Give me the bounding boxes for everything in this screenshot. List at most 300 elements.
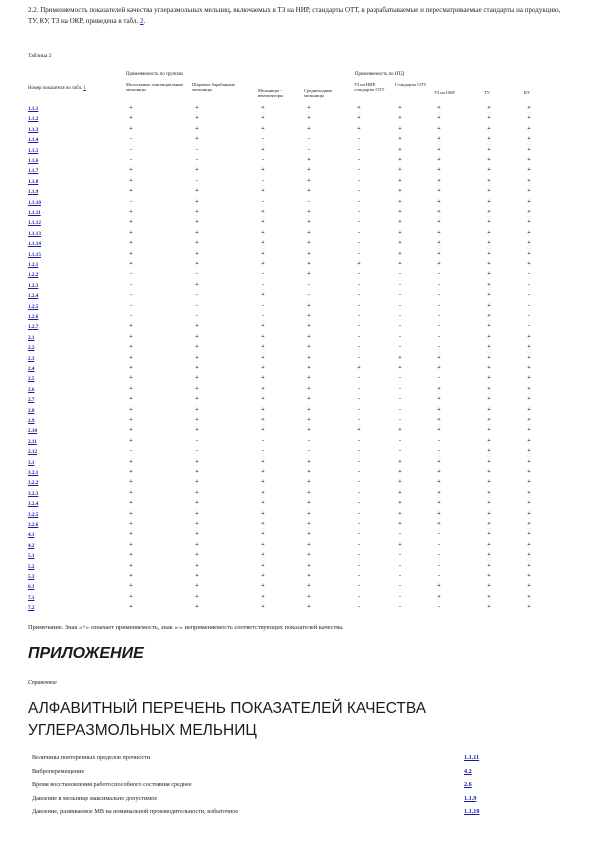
table-cell-mark: +: [195, 365, 199, 371]
table-cell-mark: +: [261, 323, 265, 330]
table-cell-mark: +: [129, 125, 133, 132]
table-cell-mark: +: [307, 510, 311, 517]
table-cell-mark: +: [129, 354, 133, 361]
table-cell-mark: +: [307, 583, 311, 590]
table-cell-mark: +: [487, 354, 491, 361]
table-cell-mark: +: [527, 458, 531, 465]
table-cell-mark: +: [307, 250, 311, 257]
table-row-number-link[interactable]: 4.2: [28, 542, 35, 549]
table-row-number-link[interactable]: 5.1: [28, 553, 35, 560]
table-cell-mark: +: [527, 115, 531, 122]
table-cell-mark: +: [437, 583, 441, 590]
table-cell-mark: -: [358, 209, 360, 215]
table-cell-mark: -: [196, 313, 198, 319]
table-cell-mark: +: [307, 105, 311, 111]
table-cell-mark: -: [399, 552, 401, 559]
table-cell-mark: +: [487, 157, 491, 163]
table-cell-mark: +: [129, 209, 133, 215]
table-cell-mark: +: [195, 510, 199, 517]
table-cell-mark: +: [527, 333, 531, 340]
table-row-number-link[interactable]: 1.1.13: [28, 230, 41, 237]
table-row-number-link[interactable]: 2.3: [28, 355, 35, 362]
table-cell-mark: +: [487, 344, 491, 351]
table-cell-mark: +: [129, 385, 133, 392]
index-row: [28, 754, 548, 765]
table-cell-mark: -: [262, 271, 264, 278]
table-cell-mark: +: [261, 167, 265, 174]
table-cell-mark: -: [196, 177, 198, 184]
table-row-number-link[interactable]: 1.1.1: [28, 106, 39, 112]
table-cell-mark: +: [261, 562, 265, 569]
table-row-number-link[interactable]: 1.1.15: [28, 251, 41, 258]
table-cell-mark: +: [195, 541, 199, 548]
table-cell-mark: +: [129, 417, 133, 423]
table-cell-mark: -: [438, 313, 440, 319]
table-cell-mark: +: [307, 427, 311, 434]
table-cell-mark: +: [437, 136, 441, 143]
table-cell-mark: -: [358, 177, 360, 184]
table-row-number-link[interactable]: 3.2.6: [28, 522, 39, 528]
table-cell-mark: -: [438, 302, 440, 309]
table-cell-mark: +: [307, 323, 311, 330]
table-cell-mark: +: [129, 458, 133, 465]
table-cell-mark: -: [358, 157, 360, 163]
table-cell-mark: +: [487, 271, 491, 278]
table-cell-mark: +: [487, 448, 491, 455]
table-cell-mark: +: [527, 541, 531, 548]
table-cell-mark: +: [437, 177, 441, 184]
table-cell-mark: +: [487, 219, 491, 226]
table-cell-mark: +: [527, 344, 531, 351]
table-cell-mark: +: [261, 250, 265, 257]
index-ref-link[interactable]: 1.1.9: [464, 794, 477, 802]
table-row-number-link[interactable]: 2.11: [28, 438, 37, 445]
table-cell-mark: +: [307, 406, 311, 413]
table-cell-mark: +: [398, 458, 402, 465]
table-cell-mark: +: [129, 219, 133, 226]
table-cell-mark: -: [528, 271, 530, 278]
appendix-heading: АЛФАВИТНЫЙ ПЕРЕЧЕНЬ ПОКАЗАТЕЛЕЙ КАЧЕСТВА УГЛЕРАЗМОЛЬНЫХ МЕЛЬНИЦ: [28, 700, 427, 739]
table-cell-mark: +: [129, 333, 133, 340]
table-cell-mark: +: [307, 302, 311, 309]
table-cell-mark: -: [262, 177, 264, 184]
table-cell-mark: -: [438, 531, 440, 538]
table-cell-mark: +: [527, 261, 531, 267]
table-row-number-link[interactable]: 1.1.8: [28, 178, 39, 185]
table-cell-mark: -: [438, 271, 440, 278]
table-cell-mark: -: [308, 292, 310, 299]
table-cell-mark: +: [398, 354, 402, 361]
table-cell-mark: -: [262, 313, 264, 319]
table-row-number-link[interactable]: 2.4: [28, 366, 35, 372]
table-cell-mark: +: [195, 354, 199, 361]
table-cell-mark: +: [398, 146, 402, 153]
table-cell-mark: +: [487, 531, 491, 538]
table-cell-mark: -: [438, 323, 440, 330]
table-cell-mark: +: [307, 521, 311, 527]
table-cell-mark: -: [262, 448, 264, 455]
table-cell-mark: +: [527, 604, 531, 611]
table-cell-mark: +: [527, 125, 531, 132]
subcolumn-header: ТУ: [484, 90, 491, 95]
table-cell-mark: +: [195, 198, 199, 205]
table-cell-mark: +: [437, 521, 441, 527]
table-row-number-link[interactable]: 2.6: [28, 386, 35, 393]
table-cell-mark: -: [358, 396, 360, 403]
index-ref-link[interactable]: 1.1.10: [464, 808, 480, 815]
table-cell-mark: +: [195, 562, 199, 569]
table-row-number-link[interactable]: 2.9: [28, 418, 35, 424]
table-row-number-link[interactable]: 2.1: [28, 334, 35, 341]
table-cell-mark: -: [358, 136, 360, 143]
table-cell-mark: +: [527, 198, 531, 205]
table-cell-mark: +: [129, 510, 133, 517]
table-cell-mark: +: [487, 375, 491, 382]
table-cell-mark: +: [487, 292, 491, 299]
table-cell-mark: +: [398, 157, 402, 163]
table-cell-mark: -: [358, 479, 360, 486]
table-cell-mark: +: [357, 427, 361, 434]
table-cell-mark: +: [307, 458, 311, 465]
table-cell-mark: -: [130, 146, 132, 153]
table-cell-mark: +: [307, 489, 311, 496]
table-cell-mark: -: [358, 167, 360, 174]
table-row-number-link[interactable]: 3.2.3: [28, 490, 39, 497]
table-cell-mark: -: [308, 146, 310, 153]
table-cell-mark: +: [398, 125, 402, 132]
table-row-number-link[interactable]: 2.12: [28, 449, 38, 456]
table-cell-mark: +: [487, 136, 491, 143]
column-number-label: Номер показателя по табл.: [28, 86, 83, 91]
table-cell-mark: +: [527, 375, 531, 382]
table-cell-mark: +: [398, 469, 402, 475]
table-cell-mark: +: [437, 167, 441, 174]
table-cell-mark: +: [527, 354, 531, 361]
table-cell-mark: -: [130, 302, 132, 309]
table-cell-mark: +: [437, 240, 441, 247]
table-cell-mark: +: [527, 521, 531, 527]
table-cell-mark: +: [129, 541, 133, 548]
table-cell-mark: +: [527, 396, 531, 403]
table-cell-mark: +: [527, 219, 531, 226]
table-cell-mark: +: [261, 593, 265, 600]
subcolumn-header: Стандарты ОТТ: [395, 82, 427, 87]
table-cell-mark: +: [307, 500, 311, 507]
table-cell-mark: +: [195, 281, 199, 288]
table-cell-mark: +: [437, 396, 441, 403]
table-cell-mark: +: [527, 573, 531, 579]
intro-table-link[interactable]: 2: [140, 17, 144, 25]
table-cell-mark: +: [195, 593, 199, 600]
table-row-number-link[interactable]: 2.5: [28, 376, 35, 383]
index-ref-link[interactable]: 4.2: [464, 767, 472, 775]
table-cell-mark: +: [487, 562, 491, 569]
table-row-number-link[interactable]: 3.2.2: [28, 480, 39, 487]
table-cell-mark: +: [437, 125, 441, 132]
table-row-number-link[interactable]: 2.8: [28, 407, 35, 414]
table-cell-mark: +: [437, 385, 441, 392]
subcolumn-header: ТЗ на НИР, стандарты ОТТ: [354, 82, 385, 92]
table-cell-mark: -: [528, 292, 530, 299]
table-cell-mark: +: [261, 354, 265, 361]
table-cell-mark: -: [438, 541, 440, 548]
table-cell-mark: +: [437, 188, 441, 195]
table-cell-mark: +: [437, 469, 441, 475]
table-row-number-link[interactable]: 2.7: [28, 397, 35, 404]
table-cell-mark: -: [399, 323, 401, 330]
table-cell-mark: +: [195, 344, 199, 351]
table-row-number-link[interactable]: 2.2: [28, 345, 35, 352]
table-cell-mark: +: [261, 510, 265, 517]
column-number-header: [28, 86, 123, 92]
table-row-number-link[interactable]: 1.1.4: [28, 137, 39, 144]
table-cell-mark: +: [195, 167, 199, 174]
table-cell-mark: +: [487, 573, 491, 579]
table-row-number-link[interactable]: 2.10: [28, 428, 38, 435]
table-cell-mark: +: [195, 417, 199, 423]
index-ref-link[interactable]: 1.1.11: [464, 754, 480, 761]
table-cell-mark: +: [398, 188, 402, 195]
table-cell-mark: +: [307, 219, 311, 226]
table-cell-mark: -: [438, 562, 440, 569]
table-cell-mark: +: [357, 115, 361, 122]
table-row-number-link[interactable]: 1.1.14: [28, 241, 41, 248]
table-cell-mark: +: [527, 209, 531, 215]
table-cell-mark: +: [487, 198, 491, 205]
table-cell-mark: -: [438, 344, 440, 351]
table-row-number-link[interactable]: 1.1.3: [28, 126, 39, 133]
table-cell-mark: -: [399, 406, 401, 413]
table-cell-mark: -: [358, 541, 360, 548]
table-cell-mark: +: [487, 489, 491, 496]
table-cell-mark: +: [195, 188, 199, 195]
table-cell-mark: -: [196, 292, 198, 299]
table-cell-mark: -: [399, 437, 401, 444]
table-cell-mark: +: [307, 541, 311, 548]
table-cell-mark: +: [437, 510, 441, 517]
table-cell-mark: +: [261, 552, 265, 559]
table-cell-mark: +: [487, 302, 491, 309]
table-cell-mark: +: [261, 531, 265, 538]
table-cell-mark: -: [399, 593, 401, 600]
table-cell-mark: +: [195, 250, 199, 257]
table-cell-mark: +: [261, 209, 265, 215]
table-cell-mark: -: [358, 469, 360, 475]
table-cell-mark: -: [528, 281, 530, 288]
table-cell-mark: +: [487, 458, 491, 465]
table-row-number-link[interactable]: 1.2.6: [28, 314, 39, 320]
table-cell-mark: +: [398, 500, 402, 507]
table-cell-mark: +: [357, 261, 361, 267]
table-cell-mark: -: [399, 604, 401, 611]
table-cell-mark: +: [437, 209, 441, 215]
table-cell-mark: -: [358, 229, 360, 236]
table-cell-mark: +: [307, 562, 311, 569]
table-row-number-link[interactable]: 1.1.2: [28, 116, 39, 123]
table-cell-mark: +: [195, 406, 199, 413]
table-cell-mark: +: [487, 510, 491, 517]
table-cell-mark: -: [358, 375, 360, 382]
table-cell-mark: +: [129, 583, 133, 590]
table-cell-mark: +: [437, 198, 441, 205]
table-cell-mark: -: [130, 313, 132, 319]
table-cell-mark: +: [195, 385, 199, 392]
table-row-number-link[interactable]: 1.1.10: [28, 199, 41, 206]
table-row-number-link[interactable]: 7.1: [28, 594, 35, 601]
table-cell-mark: -: [358, 240, 360, 247]
table-cell-mark: +: [437, 229, 441, 236]
column-number-link[interactable]: 1: [83, 86, 86, 91]
table-cell-mark: -: [262, 281, 264, 288]
table-cell-mark: +: [398, 479, 402, 486]
table-cell-mark: -: [358, 552, 360, 559]
table-row-number-link[interactable]: 1.2.7: [28, 324, 39, 331]
table-cell-mark: -: [358, 510, 360, 517]
table-cell-mark: +: [487, 115, 491, 122]
table-cell-mark: +: [129, 552, 133, 559]
table-row-number-link[interactable]: 3.2.1: [28, 470, 39, 476]
table-cell-mark: -: [308, 136, 310, 143]
table-cell-mark: +: [195, 125, 199, 132]
index-row: [28, 768, 548, 779]
table-cell-mark: +: [307, 240, 311, 247]
table-cell-mark: +: [195, 219, 199, 226]
table-cell-mark: +: [129, 323, 133, 330]
table-row-number-link[interactable]: 4.1: [28, 532, 35, 539]
table-cell-mark: +: [487, 583, 491, 590]
table-cell-mark: -: [358, 198, 360, 205]
table-row-number-link[interactable]: 1.2.3: [28, 282, 39, 289]
table-cell-mark: -: [399, 333, 401, 340]
index-term: Давление, развиваемое МВ на номинальной производительности, избыточное: [32, 808, 239, 815]
table-cell-mark: +: [487, 479, 491, 486]
table-row-number-link[interactable]: 3.2.5: [28, 511, 39, 518]
table-cell-mark: +: [307, 188, 311, 195]
table-cell-mark: +: [261, 240, 265, 247]
table-cell-mark: +: [261, 427, 265, 434]
table-cell-mark: -: [262, 302, 264, 309]
table-cell-mark: -: [358, 573, 360, 579]
table-cell-mark: +: [195, 469, 199, 475]
table-row-number-link[interactable]: 1.1.6: [28, 158, 39, 164]
table-row-number-link[interactable]: 1.1.9: [28, 189, 39, 196]
table-cell-mark: +: [487, 437, 491, 444]
table-cell-mark: -: [358, 354, 360, 361]
table-row-number-link[interactable]: 1.2.4: [28, 293, 39, 300]
table-cell-mark: +: [261, 333, 265, 340]
table-cell-mark: -: [358, 406, 360, 413]
table-cell-mark: +: [261, 146, 265, 153]
table-row-number-link[interactable]: 6.1: [28, 584, 35, 591]
table-cell-mark: +: [437, 427, 441, 434]
table-row-number-link[interactable]: 1.1.11: [28, 210, 41, 216]
table-cell-mark: -: [262, 157, 264, 163]
index-ref-link[interactable]: 2.6: [464, 781, 472, 788]
table-cell-mark: +: [195, 229, 199, 236]
table-row-number-link[interactable]: 1.1.7: [28, 168, 39, 175]
table-cell-mark: -: [196, 271, 198, 278]
table-cell-mark: +: [307, 313, 311, 319]
table-cell-mark: +: [527, 157, 531, 163]
table-cell-mark: -: [528, 323, 530, 330]
table-cell-mark: +: [437, 157, 441, 163]
table-row-number-link[interactable]: 1.1.5: [28, 147, 39, 154]
index-term: Время восстановления работоспособного состояния среднее: [32, 781, 192, 788]
table-cell-mark: +: [398, 229, 402, 236]
table-row-number-link[interactable]: 1.2.5: [28, 303, 39, 310]
table-cell-mark: +: [129, 593, 133, 600]
table-cell-mark: +: [487, 125, 491, 132]
table-cell-mark: +: [307, 479, 311, 486]
table-cell-mark: +: [437, 406, 441, 413]
table-cell-mark: +: [487, 365, 491, 371]
table-cell-mark: -: [528, 302, 530, 309]
table-cell-mark: +: [437, 489, 441, 496]
table-cell-mark: -: [358, 417, 360, 423]
table-cell-mark: -: [262, 198, 264, 205]
index-term: Давление в мельнице максимально допустимое: [32, 794, 158, 802]
table-cell-mark: +: [527, 510, 531, 517]
table-cell-mark: +: [129, 437, 133, 444]
table-cell-mark: +: [487, 469, 491, 475]
table-cell-mark: +: [261, 583, 265, 590]
table-cell-mark: -: [399, 344, 401, 351]
table-row-number-link[interactable]: 1.2.2: [28, 272, 39, 279]
table-row-number-link[interactable]: 5.2: [28, 563, 35, 570]
table-cell-mark: +: [261, 541, 265, 548]
table-cell-mark: +: [261, 458, 265, 465]
table-cell-mark: +: [527, 500, 531, 507]
table-cell-mark: +: [307, 375, 311, 382]
table-cell-mark: +: [195, 333, 199, 340]
table-cell-mark: +: [437, 500, 441, 507]
table-cell-mark: +: [195, 531, 199, 538]
table-cell-mark: +: [195, 375, 199, 382]
table-cell-mark: +: [129, 562, 133, 569]
table-cell-mark: +: [129, 250, 133, 257]
table-cell-mark: +: [437, 365, 441, 371]
table-cell-mark: +: [195, 604, 199, 611]
table-row-number-link[interactable]: 3.2.4: [28, 501, 39, 508]
table-cell-mark: +: [261, 344, 265, 351]
table-cell-mark: -: [358, 281, 360, 288]
table-cell-mark: +: [398, 541, 402, 548]
table-row-number-link[interactable]: 5.3: [28, 574, 35, 580]
table-cell-mark: +: [307, 229, 311, 236]
table-row-number-link[interactable]: 1.1.12: [28, 220, 41, 227]
table-row-number-link[interactable]: 7.2: [28, 605, 35, 612]
table-cell-mark: +: [195, 427, 199, 434]
table-cell-mark: -: [358, 313, 360, 319]
table-cell-mark: -: [438, 552, 440, 559]
table-cell-mark: +: [195, 136, 199, 143]
table-row-number-link[interactable]: 1.2.1: [28, 262, 39, 268]
table-cell-mark: +: [487, 323, 491, 330]
table-cell-mark: +: [129, 240, 133, 247]
table-cell-mark: +: [129, 489, 133, 496]
table-cell-mark: -: [196, 437, 198, 444]
table-cell-mark: -: [308, 281, 310, 288]
table-cell-mark: +: [129, 188, 133, 195]
table-cell-mark: +: [129, 521, 133, 527]
table-cell-mark: +: [129, 500, 133, 507]
table-cell-mark: -: [358, 604, 360, 611]
table-cell-mark: +: [129, 177, 133, 184]
table-cell-mark: +: [487, 229, 491, 236]
table-cell-mark: +: [129, 531, 133, 538]
table-row-number-link[interactable]: 3.1: [28, 459, 35, 466]
table-cell-mark: +: [527, 448, 531, 455]
